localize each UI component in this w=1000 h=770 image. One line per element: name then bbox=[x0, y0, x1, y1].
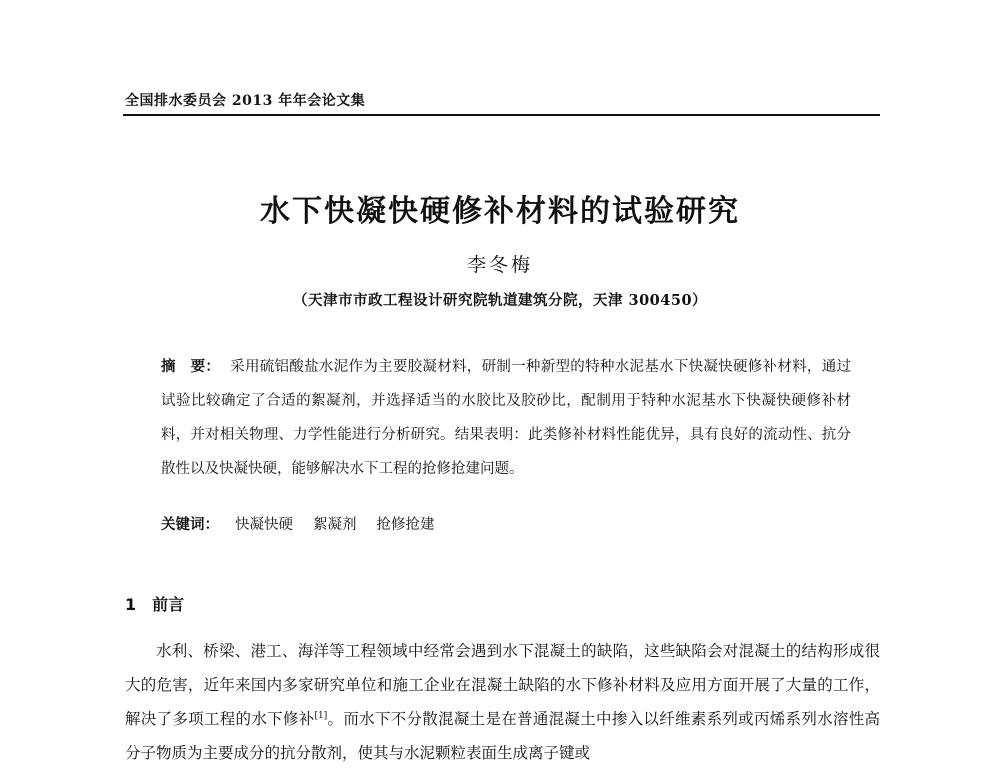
author-name: 李冬梅 bbox=[466, 254, 533, 276]
abstract-text: 采用硫铝酸盐水泥作为主要胶凝材料，研制一种新型的特种水泥基水下快凝快硬修补材料，通过试验比较确定了合适的絮凝剂，并选择适当的水胶比及胶砂比，配制用于特种水泥基水下快凝快硬修补材料，并对相关物理、力学性能进行分析研究。结果表明：此类修补材料性能优异，具有良好的流动性、抗分散性以及快凝快硬，能够解决水下工程的抢修抢建问题。 bbox=[161, 359, 851, 477]
body-paragraph bbox=[125, 634, 880, 770]
section-title: 前言 bbox=[152, 595, 185, 614]
author-affiliation: （天津市市政工程设计研究院轨道建筑分院，天津 300450） bbox=[292, 292, 708, 309]
keywords-label: 关键词： bbox=[161, 517, 219, 533]
section-heading bbox=[125, 592, 184, 615]
keyword-item: 絮凝剂 bbox=[313, 517, 357, 533]
running-header: 全国排水委员会 2013 年年会论文集 bbox=[125, 93, 366, 109]
paragraph-text-cont: 。而水下不分散混凝土是在普通混凝土中掺入以纤维素系列或丙烯系列水溶性高分子物质为主要成分的抗分散剂，使其与水泥颗粒表面生成离子键或 bbox=[125, 710, 880, 762]
abstract-block bbox=[161, 350, 851, 486]
abstract-label: 摘 要： bbox=[161, 359, 221, 375]
keywords-block bbox=[161, 508, 455, 542]
section-number: 1 bbox=[125, 595, 137, 614]
paragraph-text: 水利、桥梁、港工、海洋等工程领域中经常会遇到水下混凝土的缺陷，这些缺陷会对混凝土的结构形成很大的危害，近年来国内多家研究单位和施工企业在混凝土缺陷的水下修补材料及应用方面开展了大量的工作，解决了多项工程的水下修补 bbox=[125, 642, 880, 728]
keyword-item: 快凝快硬 bbox=[235, 517, 293, 533]
keyword-item: 抢修抢建 bbox=[376, 517, 435, 533]
paper-title: 水下快凝快硬修补材料的试验研究 bbox=[260, 194, 740, 229]
header-rule bbox=[123, 114, 880, 116]
citation-ref[interactable]: [1] bbox=[314, 710, 328, 721]
